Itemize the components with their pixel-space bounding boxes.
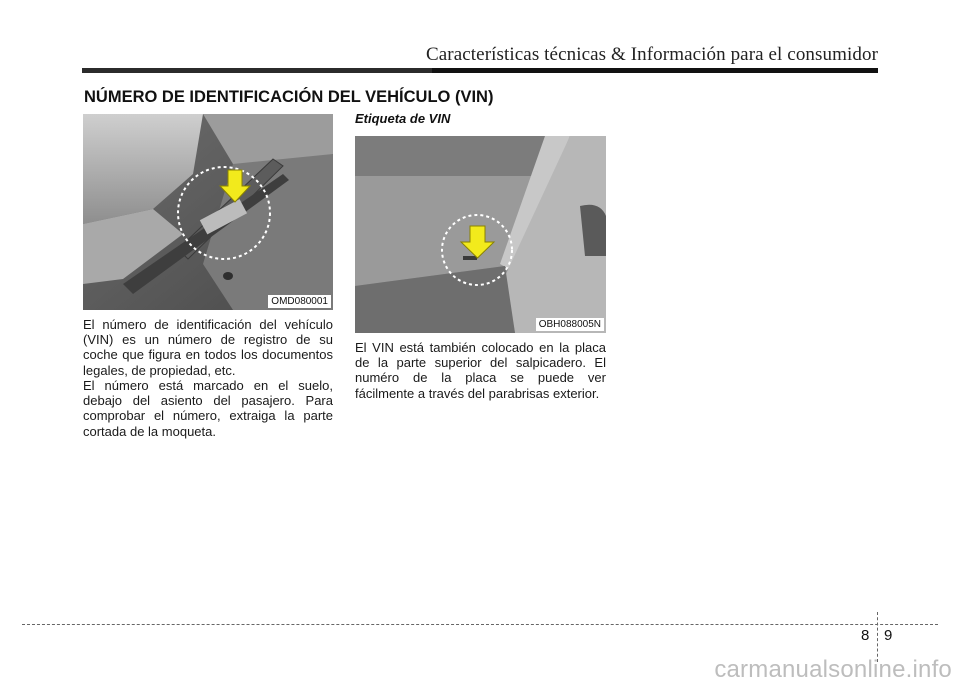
- page-divider: [877, 612, 878, 662]
- chapter-number: 8: [861, 627, 870, 644]
- windshield-photo: [355, 136, 606, 333]
- paragraph: El número está marcado en el suelo, debajo del asiento del pasajero. Para comprobar el número, extraiga la parte cortada de la moqueta.: [83, 378, 333, 439]
- running-header: Características técnicas & Información para el consumidor: [425, 44, 878, 65]
- photo-code: OBH088005N: [536, 318, 604, 331]
- photo-code: OMD080001: [268, 295, 331, 308]
- paragraph: El número de identificación del vehículo (VIN) es un número de registro de su coche que figura en todos los documentos legales, de propiedad, etc.: [83, 317, 333, 378]
- page-number: 9: [884, 627, 893, 644]
- paragraph: El VIN está también colocado en la placa de la parte superior del salpicadero. El numéro de la placa se puede ver fácilmente a través del parabrisas exterior.: [355, 340, 606, 401]
- header-rule-accent: [432, 68, 878, 73]
- subheading: Etiqueta de VIN: [355, 111, 451, 126]
- seat-floor-photo: [83, 114, 333, 310]
- seat-floor-illustration: [83, 114, 333, 310]
- footer-rule: [22, 624, 938, 625]
- watermark: carmanualsonline.info: [714, 656, 952, 683]
- section-title: NÚMERO DE IDENTIFICACIÓN DEL VEHÍCULO (VIN): [84, 88, 494, 106]
- windshield-illustration: [355, 136, 606, 333]
